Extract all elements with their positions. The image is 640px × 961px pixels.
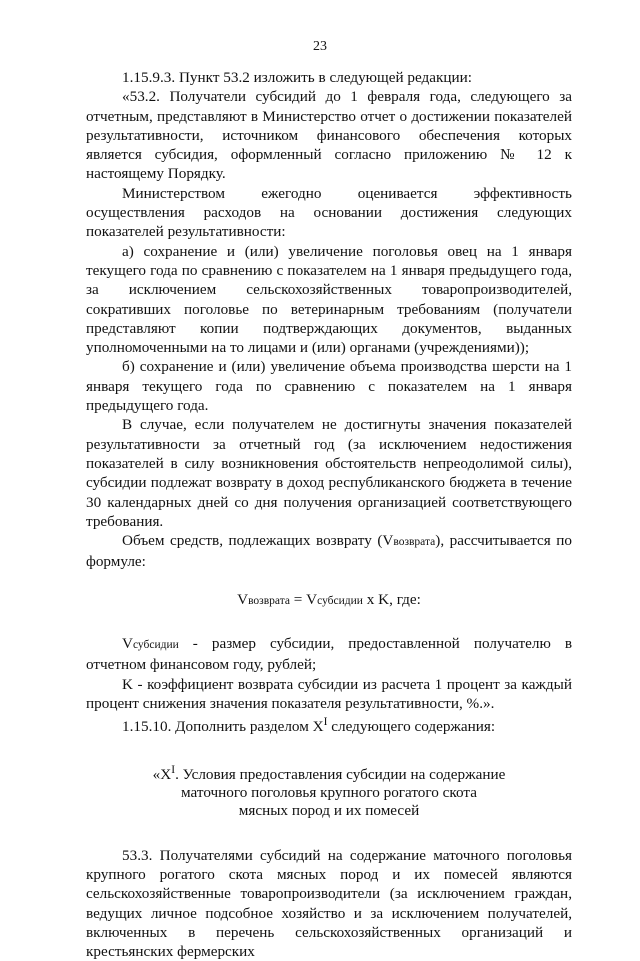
definition-v-subsidy: Vсубсидии - размер субсидии, предоставленной получателю в отчетном финансовом году, рублей; [86,635,572,674]
paragraph-refund-volume: Объем средств, подлежащих возврату (Vвозврата), рассчитывается по формуле: [86,532,572,571]
section-heading-line-1: «$X^I$. Условия предоставления субсидии на содержание [152,763,506,783]
document-body [86,68,572,961]
definition-k-coefficient: K - коэффициент возврата субсидии из расчета 1 процент за каждый процент снижения значения показателя результативности, %.». [86,675,572,712]
paragraph-53-2: «53.2. Получатели субсидий до 1 февраля года, следующего за отчетным, представляют в Министерство отчет о достижении показателей результативности, источником финансового обеспечения которых является субсидия, оформленный согласно приложению № 12 к настоящему Порядку. [86,88,572,183]
section-heading-line-3: мясных пород и их помесей [238,801,420,819]
paragraph-refund-condition: В случае, если получателем не достигнуты значения показателей результативности за отчетный год (за исключением недостижения показателей в силу возникновения обстоятельств непреодолимой силы), субсидии подлежат возврату в доход республиканского бюджета в течение 30 календарных дней со дня получения организацией соответствующего требования. [86,416,572,530]
section-heading-line-2: маточного поголовья крупного рогатого скота [181,783,477,801]
section-heading [86,761,572,820]
refund-formula: Vвозврата = Vсубсидии x K, где: [237,590,421,608]
paragraph-indicator-b: б) сохранение и (или) увеличение объема производства шерсти на 1 января текущего года по сравнению с показателем на 1 января предыдущего года. [86,358,572,415]
paragraph-indicator-a: а) сохранение и (или) увеличение поголовья овец на 1 января текущего года по сравнению с показателем на 1 января предыдущего года, за исключением сельскохозяйственных товаропроизводителей, сокративших поголовье по ветеринарным требованиям (получатели представляют копии подтверждающих документов, выданных уполномоченными на то лицами и (или) органами (учреждениями)); [86,242,572,357]
paragraph-ministry-evaluation: Министерством ежегодно оценивается эффективность осуществления расходов на основании достижения следующих показателей результативности: [86,184,572,241]
paragraph-1-15-9-3: 1.15.9.3. Пункт 53.2 изложить в следующей редакции: [122,69,472,86]
paragraph-53-3: 53.3. Получателями субсидий на содержание маточного поголовья крупного рогатого скота мясных пород и их помесей являются сельскохозяйственные товаропроизводители (за исключением граждан, ведущих личное подсобное хозяйство и за исключением получателей, включенных в перечень сельскохозяйственных организаций и крестьянских фермерских [86,846,572,961]
page-number: 23 [313,39,327,54]
paragraph-1-15-10: 1.15.10. Дополнить разделом $X^I$ следующего содержания: [122,716,496,736]
